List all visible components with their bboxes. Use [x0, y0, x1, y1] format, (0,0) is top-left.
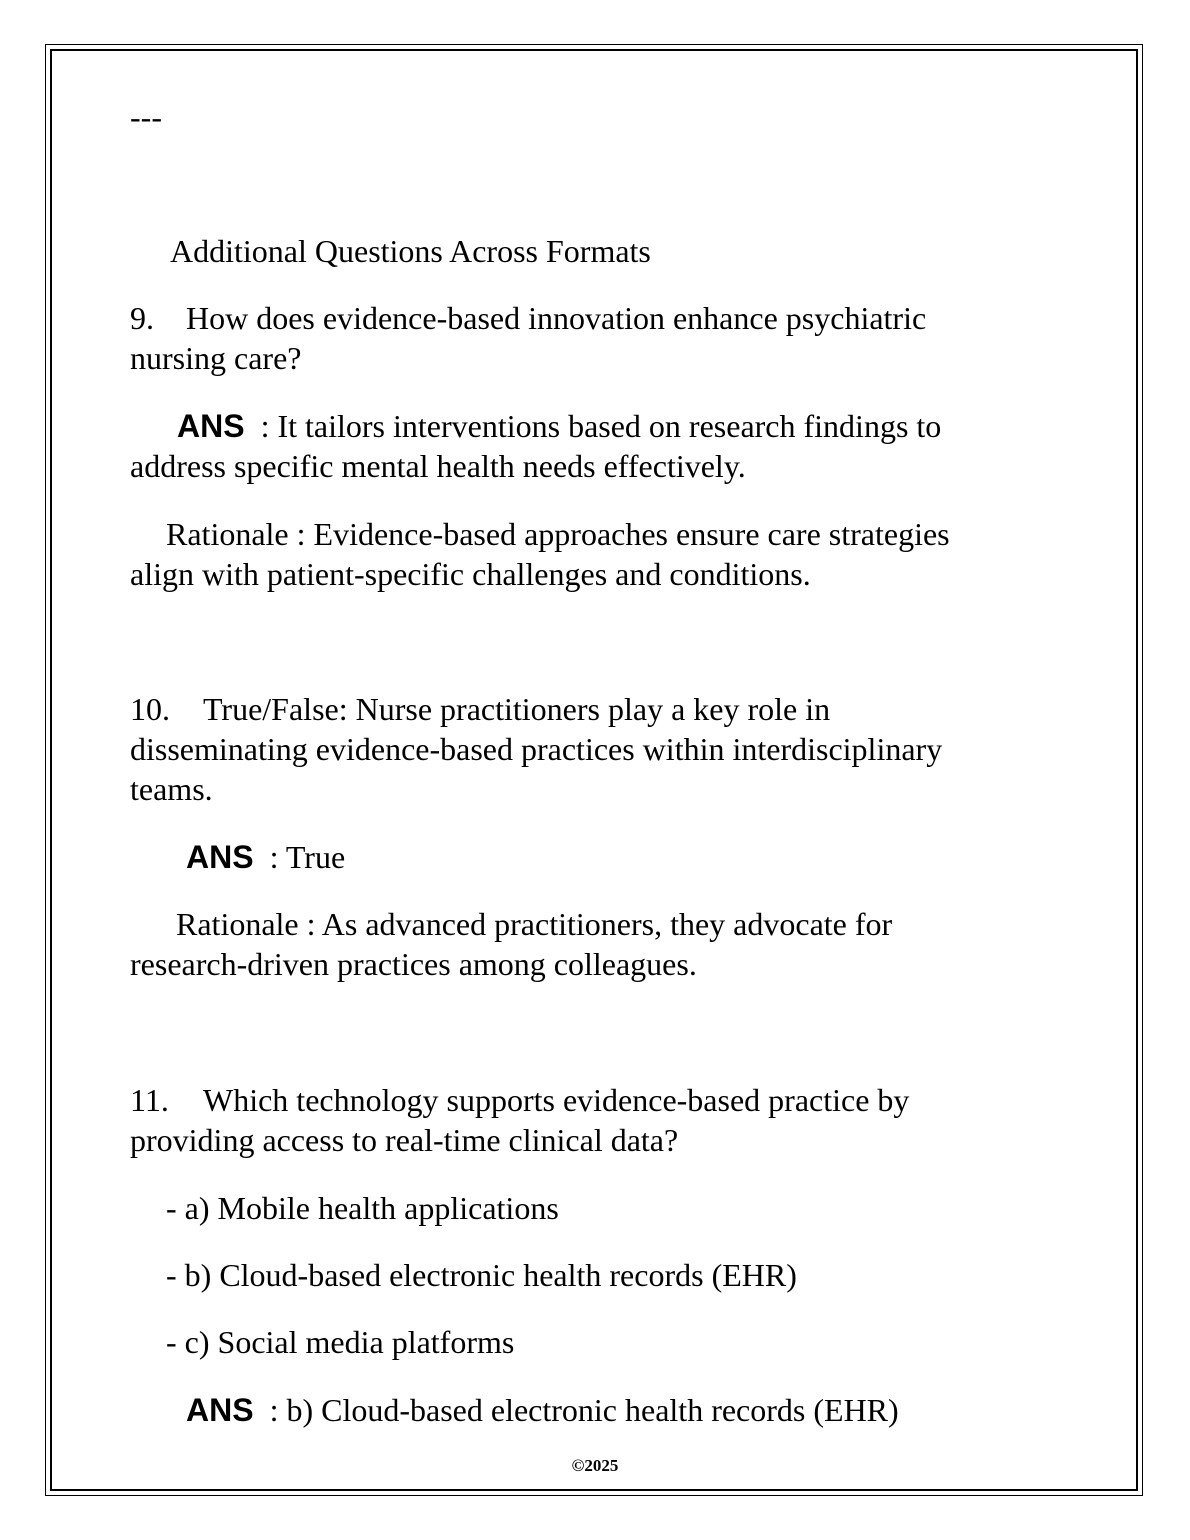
- answer-text: : It tailors interventions based on research findings to: [260, 408, 942, 444]
- answer-label: ANS: [186, 839, 254, 875]
- question-9-answer: [177, 406, 941, 446]
- question-11-answer: [186, 1390, 899, 1430]
- question-9-number: 9.: [130, 300, 154, 336]
- answer-text: : True: [269, 839, 346, 875]
- answer-label: ANS: [177, 408, 245, 444]
- option-a: - a) Mobile health applications: [166, 1190, 559, 1226]
- separator: ---: [130, 99, 162, 135]
- option-c: - c) Social media platforms: [166, 1324, 515, 1360]
- answer-label: ANS: [186, 1392, 254, 1428]
- section-title: Additional Questions Across Formats: [170, 233, 651, 269]
- option-b: - b) Cloud-based electronic health records (EHR): [166, 1257, 797, 1293]
- question-9-rationale-line2: align with patient-specific challenges and conditions.: [130, 556, 811, 592]
- copyright-footer: ©2025: [571, 1456, 619, 1475]
- question-10-text-line1: True/False: Nurse practitioners play a key role in: [203, 691, 831, 727]
- question-10-number: 10.: [130, 691, 170, 727]
- question-11-text-line1: Which technology supports evidence-based practice by: [203, 1082, 910, 1118]
- question-10-rationale-line1: Rationale : As advanced practitioners, they advocate for: [176, 906, 893, 942]
- question-11-number: 11.: [130, 1082, 169, 1118]
- question-10-rationale-line2: research-driven practices among colleagues.: [130, 946, 697, 982]
- question-9-text-line2: nursing care?: [130, 340, 302, 376]
- question-9-answer-line2: address specific mental health needs effectively.: [130, 448, 746, 484]
- answer-text: : b) Cloud-based electronic health records (EHR): [269, 1392, 899, 1428]
- question-9-rationale-line1: Rationale : Evidence-based approaches ensure care strategies: [166, 516, 950, 552]
- question-10-text-line2: disseminating evidence-based practices within interdisciplinary: [130, 731, 943, 767]
- question-11-text-line2: providing access to real-time clinical data?: [130, 1122, 679, 1158]
- question-10-answer: [186, 837, 345, 877]
- question-9-text-line1: How does evidence-based innovation enhance psychiatric: [186, 300, 927, 336]
- question-10-text-line3: teams.: [130, 771, 213, 807]
